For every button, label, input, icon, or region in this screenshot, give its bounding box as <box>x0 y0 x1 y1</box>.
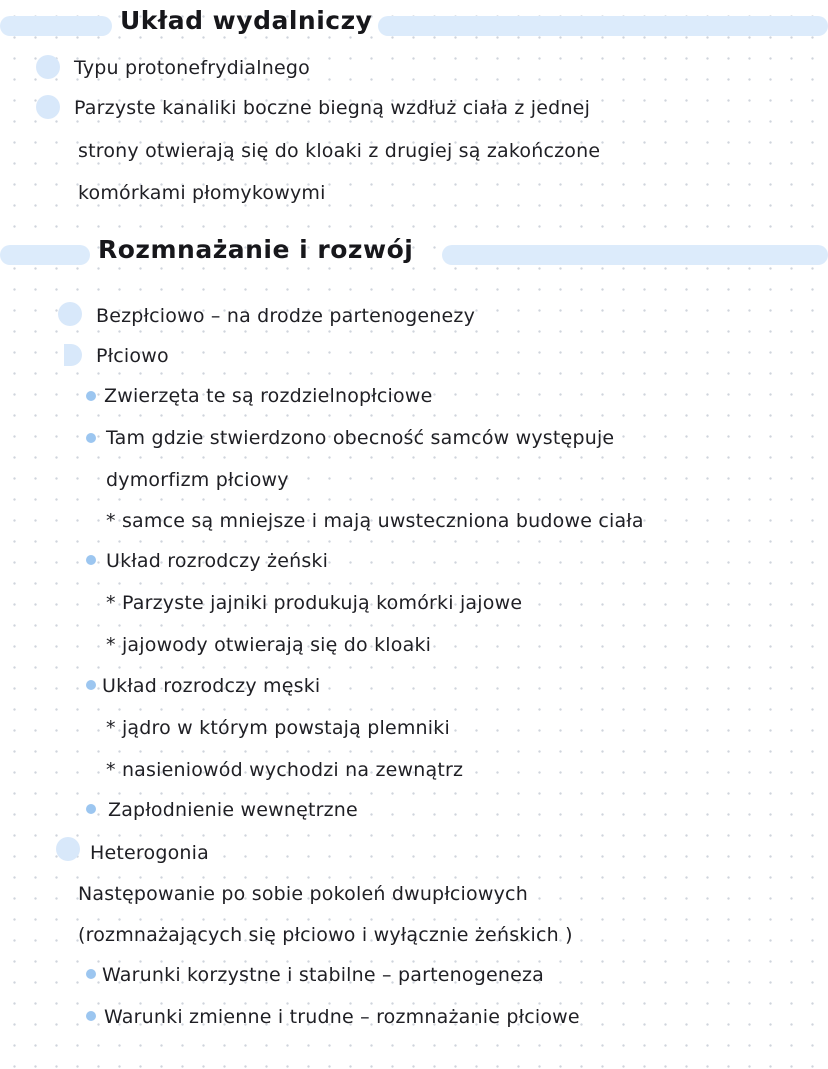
bullet-dot-icon <box>86 1011 96 1021</box>
section-heading-excretory <box>0 4 828 48</box>
note-line: Typu protonefrydialnego <box>74 57 310 79</box>
heading-highlight-right <box>442 245 828 265</box>
note-line: * jądro w którym powstają plemniki <box>106 717 450 739</box>
bullet-dot-icon <box>86 804 96 814</box>
note-line: (rozmnażających się płciowo i wyłącznie żeńskich ) <box>78 924 573 946</box>
bullet-dot-icon <box>86 391 96 401</box>
note-line: * Parzyste jajniki produkują komórki jajowe <box>106 592 523 614</box>
heading-highlight-left <box>0 16 112 36</box>
note-line: Warunki korzystne i stabilne – partenogeneza <box>102 964 544 986</box>
bullet-dot-icon <box>86 433 96 443</box>
note-line: Parzyste kanaliki boczne biegną wzdłuż ciała z jednej <box>74 97 591 119</box>
bullet-dot-icon <box>86 555 96 565</box>
heading-highlight-right <box>378 16 828 36</box>
note-line: Heterogonia <box>90 842 209 864</box>
section-heading-reproduction <box>0 233 828 277</box>
heading-highlight-left <box>0 245 90 265</box>
note-line: Płciowo <box>96 345 169 367</box>
bullet-circle-icon <box>36 55 60 79</box>
note-line: * jajowody otwierają się do kloaki <box>106 634 432 656</box>
note-line: Następowanie po sobie pokoleń dwupłciowych <box>78 883 528 905</box>
note-line: Tam gdzie stwierdzono obecność samców występuje <box>106 427 615 449</box>
note-line: * nasieniowód wychodzi na zewnątrz <box>106 759 464 781</box>
note-line: Układ rozrodczy męski <box>102 675 321 697</box>
bullet-half-circle-icon <box>64 344 82 366</box>
bullet-circle-icon <box>58 302 82 326</box>
note-line: Układ rozrodczy żeński <box>106 550 329 572</box>
note-line: dymorfizm płciowy <box>106 469 289 491</box>
note-line: Zwierzęta te są rozdzielnopłciowe <box>104 385 433 407</box>
bullet-circle-icon <box>56 837 80 861</box>
note-line: Bezpłciowo – na drodze partenogenezy <box>96 305 476 327</box>
note-line: komórkami płomykowymi <box>78 182 326 204</box>
note-line: * samce są mniejsze i mają uwsteczniona budowe ciała <box>106 510 644 532</box>
section-title: Rozmnażanie i rozwój <box>98 235 414 264</box>
bullet-dot-icon <box>86 680 96 690</box>
bullet-circle-icon <box>36 95 60 119</box>
note-line: Zapłodnienie wewnętrzne <box>108 799 358 821</box>
note-line: strony otwierają się do kloaki z drugiej są zakończone <box>78 140 601 162</box>
note-line: Warunki zmienne i trudne – rozmnażanie płciowe <box>104 1006 580 1028</box>
bullet-dot-icon <box>86 969 96 979</box>
section-title: Układ wydalniczy <box>120 6 373 35</box>
